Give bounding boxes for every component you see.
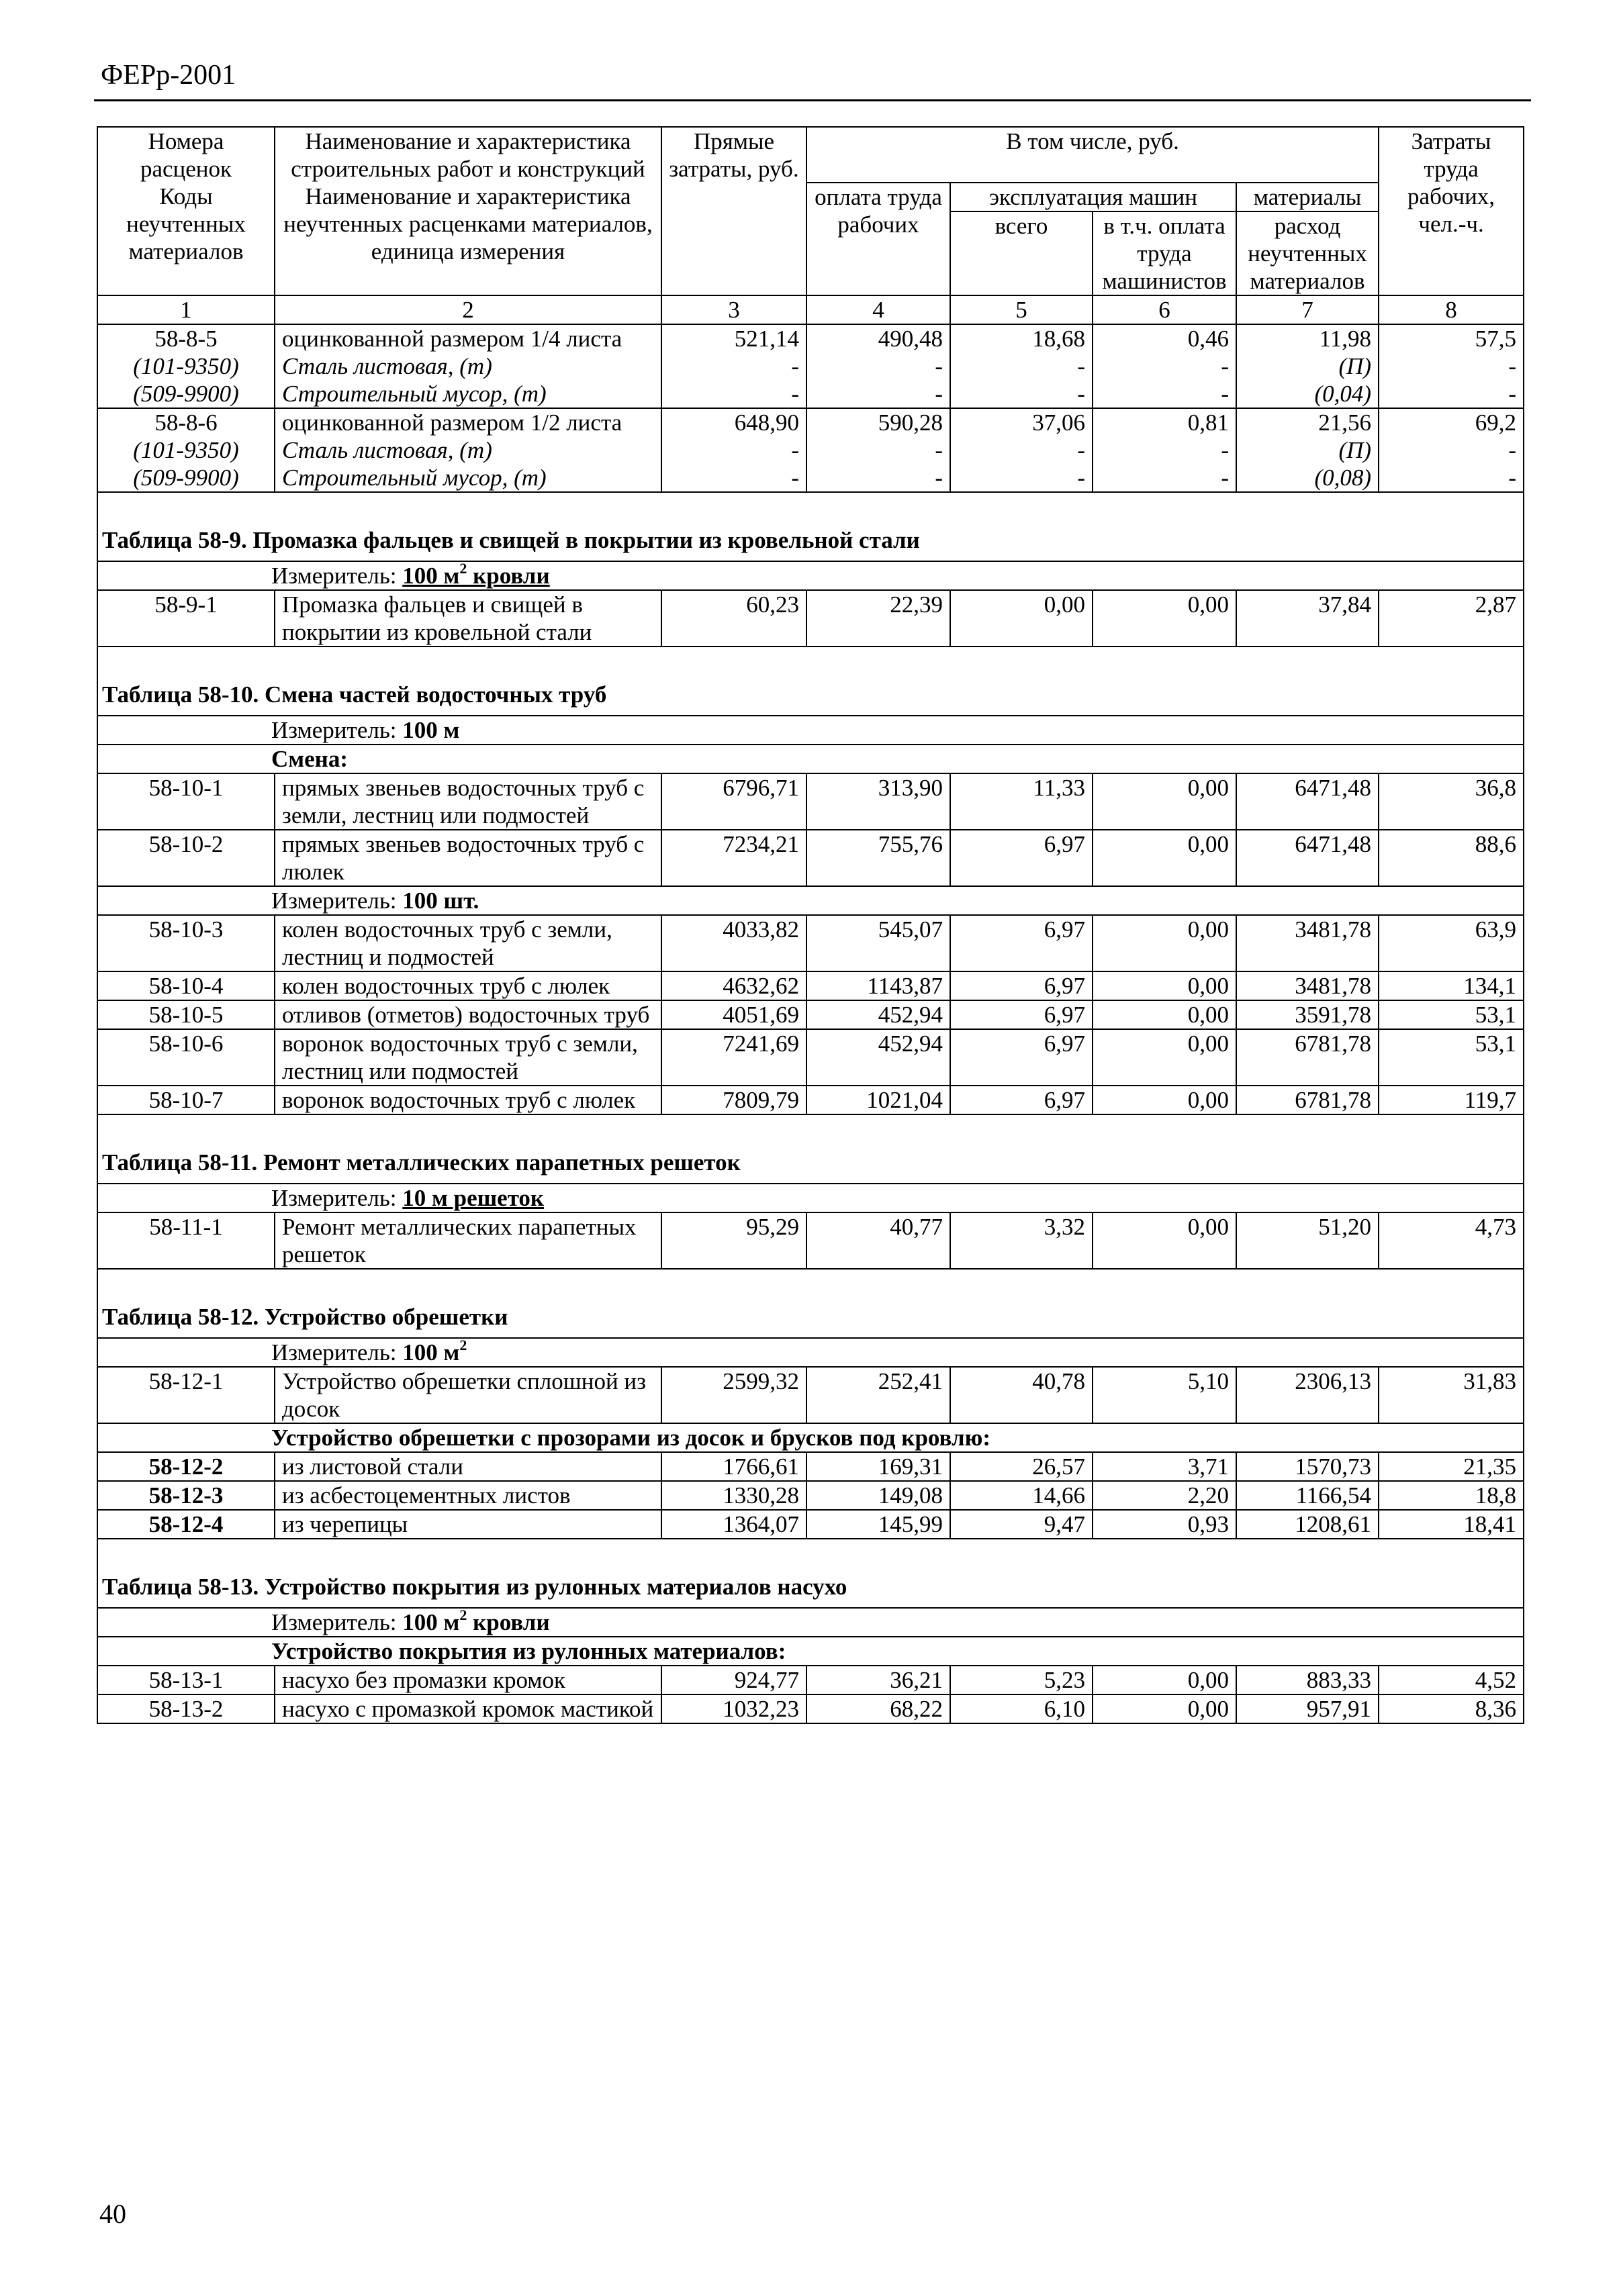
work-name: из черепицы bbox=[275, 1510, 661, 1539]
subheading: Устройство обрешетки с прозорами из досок и брусков под кровлю: bbox=[97, 1423, 1524, 1452]
labor-hours-cell: 18,41 bbox=[1379, 1510, 1524, 1539]
table-row bbox=[97, 830, 1524, 886]
rate-code: 58-10-6 bbox=[97, 1029, 275, 1086]
top-rule bbox=[94, 99, 1531, 101]
machines-total-cell: - bbox=[950, 464, 1093, 492]
column-number: 1 bbox=[97, 295, 275, 324]
header-col4: оплата труда рабочих bbox=[806, 183, 950, 295]
section-58-9 bbox=[97, 492, 1524, 590]
direct-cost-cell: 924,77 bbox=[661, 1666, 806, 1694]
materials-cost-cell: 37,84 bbox=[1236, 590, 1379, 647]
machines-total-cell: 3,32 bbox=[950, 1212, 1093, 1269]
rate-code: 58-13-1 bbox=[97, 1666, 275, 1694]
table-title: Таблица 58-11. Ремонт металлических парапетных решеток bbox=[97, 1114, 1524, 1184]
section-58-12b bbox=[97, 1423, 1524, 1452]
machines-total-cell: 11,33 bbox=[950, 773, 1093, 830]
machines-total-cell: 9,47 bbox=[950, 1510, 1093, 1539]
table-row bbox=[97, 408, 1524, 436]
labor-cost-cell: 313,90 bbox=[806, 773, 950, 830]
column-number: 2 bbox=[275, 295, 661, 324]
column-number: 5 bbox=[950, 295, 1093, 324]
machines-total-cell: 0,00 bbox=[950, 590, 1093, 647]
table-header bbox=[97, 127, 1524, 324]
column-numbers bbox=[97, 295, 1524, 324]
table-row bbox=[97, 1029, 1524, 1086]
materials-cost-cell: 11,98 bbox=[1236, 324, 1379, 352]
machines-total-cell: 14,66 bbox=[950, 1481, 1093, 1510]
header-col2-bottom: Наименование и характеристика неучтенных расценками материалов, единица измерения bbox=[275, 183, 661, 295]
page-number: 40 bbox=[99, 2199, 126, 2229]
direct-cost-cell: 648,90 bbox=[661, 408, 806, 436]
table-row bbox=[97, 352, 1524, 380]
labor-cost-cell: 149,08 bbox=[806, 1481, 950, 1510]
direct-cost-cell: 60,23 bbox=[661, 590, 806, 647]
rows-58-12a bbox=[97, 1367, 1524, 1423]
table-row bbox=[97, 1481, 1524, 1510]
labor-hours-cell: 4,73 bbox=[1379, 1212, 1524, 1269]
direct-cost-cell: - bbox=[661, 352, 806, 380]
machinists-wages-cell: 0,00 bbox=[1093, 1086, 1236, 1114]
labor-hours-cell: 69,2 bbox=[1379, 408, 1524, 436]
table-row bbox=[97, 436, 1524, 464]
work-name: колен водосточных труб с земли, лестниц и подмостей bbox=[275, 915, 661, 971]
machinists-wages-cell: 0,00 bbox=[1093, 1000, 1236, 1029]
machines-total-cell: 5,23 bbox=[950, 1666, 1093, 1694]
machines-total-cell: 6,10 bbox=[950, 1694, 1093, 1723]
table-row bbox=[97, 464, 1524, 492]
table-row bbox=[97, 1694, 1524, 1723]
labor-hours-cell: 63,9 bbox=[1379, 915, 1524, 971]
direct-cost-cell: 1032,23 bbox=[661, 1694, 806, 1723]
machines-total-cell: 18,68 bbox=[950, 324, 1093, 352]
direct-cost-cell: - bbox=[661, 380, 806, 408]
materials-cost-cell: (0,04) bbox=[1236, 380, 1379, 408]
table-title: Таблица 58-9. Промазка фальцев и свищей в покрытии из кровельной стали bbox=[97, 492, 1524, 561]
material-code: (509-9900) bbox=[97, 380, 275, 408]
header-in-that: В том числе, руб. bbox=[806, 127, 1379, 183]
rows-58-11 bbox=[97, 1212, 1524, 1269]
direct-cost-cell: 7241,69 bbox=[661, 1029, 806, 1086]
rows-58-10b bbox=[97, 915, 1524, 1114]
rows-58-10a bbox=[97, 773, 1524, 886]
machines-total-cell: 6,97 bbox=[950, 1086, 1093, 1114]
table-row bbox=[97, 1666, 1524, 1694]
labor-hours-cell: 57,5 bbox=[1379, 324, 1524, 352]
rate-code: 58-10-2 bbox=[97, 830, 275, 886]
labor-cost-cell: 68,22 bbox=[806, 1694, 950, 1723]
direct-cost-cell: 7234,21 bbox=[661, 830, 806, 886]
machinists-wages-cell: - bbox=[1093, 436, 1236, 464]
column-number: 4 bbox=[806, 295, 950, 324]
labor-hours-cell: 53,1 bbox=[1379, 1000, 1524, 1029]
work-name: отливов (отметов) водосточных труб bbox=[275, 1000, 661, 1029]
labor-cost-cell: 145,99 bbox=[806, 1510, 950, 1539]
labor-cost-cell: 22,39 bbox=[806, 590, 950, 647]
labor-hours-cell: 21,35 bbox=[1379, 1452, 1524, 1481]
materials-cost-cell: 1570,73 bbox=[1236, 1452, 1379, 1481]
rate-code: 58-8-5 bbox=[97, 324, 275, 352]
materials-cost-cell: 1208,61 bbox=[1236, 1510, 1379, 1539]
labor-hours-cell: 36,8 bbox=[1379, 773, 1524, 830]
work-name: воронок водосточных труб с земли, лестниц или подмостей bbox=[275, 1029, 661, 1086]
column-number: 7 bbox=[1236, 295, 1379, 324]
work-name: насухо с промазкой кромок мастикой bbox=[275, 1694, 661, 1723]
labor-cost-cell: 169,31 bbox=[806, 1452, 950, 1481]
table-row bbox=[97, 324, 1524, 352]
table-row bbox=[97, 971, 1524, 1000]
work-name: прямых звеньев водосточных труб с люлек bbox=[275, 830, 661, 886]
material-code: (509-9900) bbox=[97, 464, 275, 492]
direct-cost-cell: 4632,62 bbox=[661, 971, 806, 1000]
table-row bbox=[97, 915, 1524, 971]
header-materials: материалы bbox=[1236, 183, 1379, 211]
table-row bbox=[97, 590, 1524, 647]
rate-code: 58-10-3 bbox=[97, 915, 275, 971]
table-row bbox=[97, 773, 1524, 830]
work-name: из асбестоцементных листов bbox=[275, 1481, 661, 1510]
material-code: (101-9350) bbox=[97, 436, 275, 464]
section-58-10b bbox=[97, 886, 1524, 915]
labor-hours-cell: 134,1 bbox=[1379, 971, 1524, 1000]
header-col1-bottom: Коды неучтенных материалов bbox=[97, 183, 275, 295]
direct-cost-cell: 1364,07 bbox=[661, 1510, 806, 1539]
machines-total-cell: 6,97 bbox=[950, 971, 1093, 1000]
machines-total-cell: - bbox=[950, 436, 1093, 464]
labor-cost-cell: 452,94 bbox=[806, 1000, 950, 1029]
material-name: Строительный мусор, (т) bbox=[275, 380, 661, 408]
work-name: насухо без промазки кромок bbox=[275, 1666, 661, 1694]
table-row bbox=[97, 1367, 1524, 1423]
work-name: оцинкованной размером 1/2 листа bbox=[275, 408, 661, 436]
machinists-wages-cell: 0,00 bbox=[1093, 1212, 1236, 1269]
machinists-wages-cell: 0,00 bbox=[1093, 590, 1236, 647]
labor-hours-cell: - bbox=[1379, 436, 1524, 464]
subheading: Устройство покрытия из рулонных материалов: bbox=[97, 1637, 1524, 1666]
material-name: Сталь листовая, (т) bbox=[275, 352, 661, 380]
labor-cost-cell: 1143,87 bbox=[806, 971, 950, 1000]
section-58-8 bbox=[97, 324, 1524, 492]
table-row bbox=[97, 1452, 1524, 1481]
materials-cost-cell: 6471,48 bbox=[1236, 773, 1379, 830]
subheading: Смена: bbox=[97, 745, 1524, 773]
machinists-wages-cell: - bbox=[1093, 352, 1236, 380]
work-name: оцинкованной размером 1/4 листа bbox=[275, 324, 661, 352]
table-row bbox=[97, 380, 1524, 408]
direct-cost-cell: - bbox=[661, 436, 806, 464]
rate-code: 58-9-1 bbox=[97, 590, 275, 647]
work-name: колен водосточных труб с люлек bbox=[275, 971, 661, 1000]
labor-cost-cell: - bbox=[806, 436, 950, 464]
rows-58-9 bbox=[97, 590, 1524, 647]
materials-cost-cell: 883,33 bbox=[1236, 1666, 1379, 1694]
labor-hours-cell: 2,87 bbox=[1379, 590, 1524, 647]
header-col6: в т.ч. оплата труда машинистов bbox=[1093, 211, 1236, 295]
materials-cost-cell: (П) bbox=[1236, 352, 1379, 380]
labor-cost-cell: 545,07 bbox=[806, 915, 950, 971]
materials-cost-cell: 6471,48 bbox=[1236, 830, 1379, 886]
measure-unit: Измеритель: 100 $м^2$ bbox=[97, 1338, 1524, 1367]
work-name: прямых звеньев водосточных труб с земли, лестниц или подмостей bbox=[275, 773, 661, 830]
rate-code: 58-8-6 bbox=[97, 408, 275, 436]
rate-code: 58-12-3 bbox=[97, 1481, 275, 1510]
materials-cost-cell: 3481,78 bbox=[1236, 915, 1379, 971]
header-col3: Прямые затраты, руб. bbox=[661, 127, 806, 295]
machines-total-cell: 26,57 bbox=[950, 1452, 1093, 1481]
work-name: воронок водосточных труб с люлек bbox=[275, 1086, 661, 1114]
materials-cost-cell: 3591,78 bbox=[1236, 1000, 1379, 1029]
machines-total-cell: 6,97 bbox=[950, 830, 1093, 886]
labor-hours-cell: - bbox=[1379, 464, 1524, 492]
direct-cost-cell: 521,14 bbox=[661, 324, 806, 352]
machines-total-cell: 6,97 bbox=[950, 1029, 1093, 1086]
work-name: Промазка фальцев и свищей в покрытии из кровельной стали bbox=[275, 590, 661, 647]
materials-cost-cell: (0,08) bbox=[1236, 464, 1379, 492]
labor-hours-cell: 53,1 bbox=[1379, 1029, 1524, 1086]
document-code: ФЕРр-2001 bbox=[101, 60, 236, 91]
section-58-10 bbox=[97, 647, 1524, 773]
header-machines: эксплуатация машин bbox=[950, 183, 1236, 211]
direct-cost-cell: 95,29 bbox=[661, 1212, 806, 1269]
direct-cost-cell: 1330,28 bbox=[661, 1481, 806, 1510]
machinists-wages-cell: - bbox=[1093, 464, 1236, 492]
machinists-wages-cell: 3,71 bbox=[1093, 1452, 1236, 1481]
measure-unit: Измеритель: 100 $м^2$ кровли bbox=[97, 561, 1524, 590]
labor-cost-cell: - bbox=[806, 352, 950, 380]
labor-hours-cell: 4,52 bbox=[1379, 1666, 1524, 1694]
labor-hours-cell: 31,83 bbox=[1379, 1367, 1524, 1423]
direct-cost-cell: - bbox=[661, 464, 806, 492]
header-col5: всего bbox=[950, 211, 1093, 295]
column-number: 6 bbox=[1093, 295, 1236, 324]
materials-cost-cell: 51,20 bbox=[1236, 1212, 1379, 1269]
labor-cost-cell: 40,77 bbox=[806, 1212, 950, 1269]
section-58-13 bbox=[97, 1539, 1524, 1666]
direct-cost-cell: 1766,61 bbox=[661, 1452, 806, 1481]
material-code: (101-9350) bbox=[97, 352, 275, 380]
machinists-wages-cell: 0,00 bbox=[1093, 1694, 1236, 1723]
table-title: Таблица 58-12. Устройство обрешетки bbox=[97, 1269, 1524, 1338]
measure-unit: Измеритель: 100 $м^2$ кровли bbox=[97, 1608, 1524, 1637]
rate-code: 58-10-7 bbox=[97, 1086, 275, 1114]
work-name: из листовой стали bbox=[275, 1452, 661, 1481]
machinists-wages-cell: 0,81 bbox=[1093, 408, 1236, 436]
measure-unit: Измеритель: 100 м bbox=[97, 716, 1524, 745]
direct-cost-cell: 6796,71 bbox=[661, 773, 806, 830]
direct-cost-cell: 2599,32 bbox=[661, 1367, 806, 1423]
machinists-wages-cell: 0,00 bbox=[1093, 915, 1236, 971]
machinists-wages-cell: 5,10 bbox=[1093, 1367, 1236, 1423]
materials-cost-cell: 957,91 bbox=[1236, 1694, 1379, 1723]
labor-hours-cell: 8,36 bbox=[1379, 1694, 1524, 1723]
machinists-wages-cell: 0,93 bbox=[1093, 1510, 1236, 1539]
direct-cost-cell: 4033,82 bbox=[661, 915, 806, 971]
materials-cost-cell: 2306,13 bbox=[1236, 1367, 1379, 1423]
section-58-11 bbox=[97, 1114, 1524, 1212]
machines-total-cell: 37,06 bbox=[950, 408, 1093, 436]
materials-cost-cell: 6781,78 bbox=[1236, 1086, 1379, 1114]
labor-cost-cell: 590,28 bbox=[806, 408, 950, 436]
header-col7: расход неучтенных материалов bbox=[1236, 211, 1379, 295]
machines-total-cell: 6,97 bbox=[950, 1000, 1093, 1029]
labor-cost-cell: 36,21 bbox=[806, 1666, 950, 1694]
direct-cost-cell: 4051,69 bbox=[661, 1000, 806, 1029]
labor-cost-cell: - bbox=[806, 464, 950, 492]
rate-code: 58-12-2 bbox=[97, 1452, 275, 1481]
rate-code: 58-10-4 bbox=[97, 971, 275, 1000]
rate-code: 58-10-1 bbox=[97, 773, 275, 830]
labor-cost-cell: 452,94 bbox=[806, 1029, 950, 1086]
machinists-wages-cell: 0,00 bbox=[1093, 971, 1236, 1000]
table-row bbox=[97, 1510, 1524, 1539]
labor-cost-cell: 1021,04 bbox=[806, 1086, 950, 1114]
rows-58-13 bbox=[97, 1666, 1524, 1723]
materials-cost-cell: 3481,78 bbox=[1236, 971, 1379, 1000]
materials-cost-cell: 1166,54 bbox=[1236, 1481, 1379, 1510]
table-title: Таблица 58-10. Смена частей водосточных труб bbox=[97, 647, 1524, 716]
machinists-wages-cell: 0,00 bbox=[1093, 830, 1236, 886]
labor-hours-cell: - bbox=[1379, 380, 1524, 408]
labor-cost-cell: - bbox=[806, 380, 950, 408]
rate-code: 58-10-5 bbox=[97, 1000, 275, 1029]
column-number: 8 bbox=[1379, 295, 1524, 324]
labor-cost-cell: 755,76 bbox=[806, 830, 950, 886]
machinists-wages-cell: - bbox=[1093, 380, 1236, 408]
column-number: 3 bbox=[661, 295, 806, 324]
machinists-wages-cell: 2,20 bbox=[1093, 1481, 1236, 1510]
rate-code: 58-11-1 bbox=[97, 1212, 275, 1269]
direct-cost-cell: 7809,79 bbox=[661, 1086, 806, 1114]
material-name: Строительный мусор, (т) bbox=[275, 464, 661, 492]
machinists-wages-cell: 0,00 bbox=[1093, 1029, 1236, 1086]
labor-cost-cell: 252,41 bbox=[806, 1367, 950, 1423]
table-row bbox=[97, 1000, 1524, 1029]
machines-total-cell: 40,78 bbox=[950, 1367, 1093, 1423]
measure-unit: Измеритель: 10 м решеток bbox=[97, 1184, 1524, 1212]
machinists-wages-cell: 0,00 bbox=[1093, 773, 1236, 830]
rate-code: 58-12-1 bbox=[97, 1367, 275, 1423]
machines-total-cell: - bbox=[950, 352, 1093, 380]
header-col2-top: Наименование и характеристика строительных работ и конструкций bbox=[275, 127, 661, 183]
rate-code: 58-13-2 bbox=[97, 1694, 275, 1723]
materials-cost-cell: 21,56 bbox=[1236, 408, 1379, 436]
rows-58-12b bbox=[97, 1452, 1524, 1539]
work-name: Ремонт металлических парапетных решеток bbox=[275, 1212, 661, 1269]
material-name: Сталь листовая, (т) bbox=[275, 436, 661, 464]
price-table bbox=[97, 126, 1524, 1724]
header-col1-top: Номера расценок bbox=[97, 127, 275, 183]
labor-hours-cell: - bbox=[1379, 352, 1524, 380]
section-58-12 bbox=[97, 1269, 1524, 1367]
labor-cost-cell: 490,48 bbox=[806, 324, 950, 352]
materials-cost-cell: 6781,78 bbox=[1236, 1029, 1379, 1086]
header-col8: Затраты труда рабочих, чел.-ч. bbox=[1379, 127, 1524, 295]
table-row bbox=[97, 1086, 1524, 1114]
measure-unit: Измеритель: 100 шт. bbox=[97, 886, 1524, 915]
labor-hours-cell: 18,8 bbox=[1379, 1481, 1524, 1510]
machines-total-cell: 6,97 bbox=[950, 915, 1093, 971]
labor-hours-cell: 88,6 bbox=[1379, 830, 1524, 886]
rate-code: 58-12-4 bbox=[97, 1510, 275, 1539]
machinists-wages-cell: 0,46 bbox=[1093, 324, 1236, 352]
materials-cost-cell: (П) bbox=[1236, 436, 1379, 464]
machines-total-cell: - bbox=[950, 380, 1093, 408]
work-name: Устройство обрешетки сплошной из досок bbox=[275, 1367, 661, 1423]
machinists-wages-cell: 0,00 bbox=[1093, 1666, 1236, 1694]
table-title: Таблица 58-13. Устройство покрытия из рулонных материалов насухо bbox=[97, 1539, 1524, 1608]
labor-hours-cell: 119,7 bbox=[1379, 1086, 1524, 1114]
table-row bbox=[97, 1212, 1524, 1269]
